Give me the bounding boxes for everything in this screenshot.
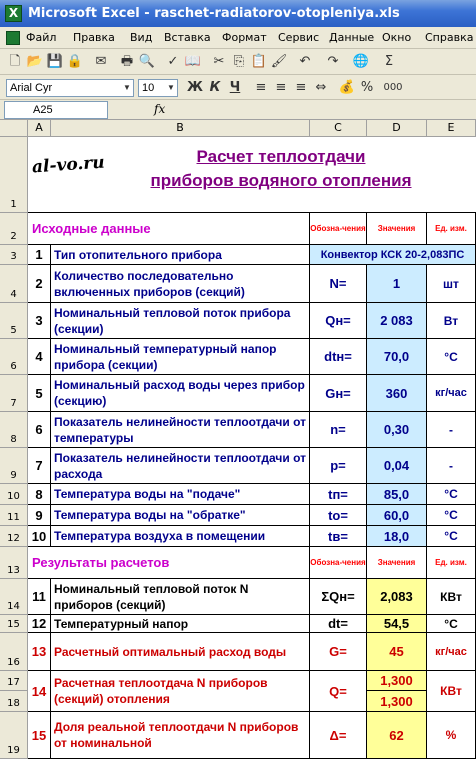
spelling-icon[interactable]: ✓ <box>167 54 179 69</box>
result-symbol[interactable]: dt= <box>310 615 367 633</box>
result-unit[interactable]: кг/час <box>427 633 476 671</box>
page-title <box>116 145 446 193</box>
result-value[interactable]: 62 <box>367 712 427 759</box>
row-header[interactable]: 10 <box>0 484 28 505</box>
bold-button[interactable]: Ж <box>187 80 203 95</box>
undo-icon[interactable]: ↶ <box>299 54 311 69</box>
row-number-cell[interactable]: 10 <box>28 526 51 547</box>
param-unit[interactable]: °C <box>427 339 476 375</box>
row-header[interactable]: 19 <box>0 712 28 759</box>
row-number-cell[interactable]: 6 <box>28 412 51 448</box>
result-value[interactable]: 45 <box>367 633 427 671</box>
result-description[interactable]: Расчетная теплоотдача N приборов (секций) отопления <box>51 671 310 712</box>
row-number-cell[interactable]: 15 <box>28 712 51 759</box>
result-symbol[interactable]: Δ= <box>310 712 367 759</box>
param-description[interactable]: Температура воды на "обратке" <box>51 505 310 526</box>
redo-icon[interactable]: ↷ <box>327 54 339 69</box>
menu-bar <box>0 27 476 49</box>
param-symbol[interactable]: N= <box>310 265 367 303</box>
result-symbol[interactable]: ΣQн= <box>310 579 367 615</box>
permission-icon[interactable]: 🔒 <box>66 54 84 69</box>
title-area[interactable] <box>28 137 476 213</box>
row-header[interactable]: 6 <box>0 339 28 375</box>
param-unit[interactable]: Вт <box>427 303 476 339</box>
thousands-button[interactable]: 000 <box>383 82 403 93</box>
param-value[interactable]: 18,0 <box>367 526 427 547</box>
param-description[interactable]: Температура воды на "подаче" <box>51 484 310 505</box>
select-all-corner[interactable] <box>0 120 28 137</box>
window-title: Microsoft Excel - raschet-radiatorov-otopleniya.xls <box>28 6 400 21</box>
italic-button[interactable]: К <box>209 80 221 95</box>
param-value[interactable]: 0,30 <box>367 412 427 448</box>
header-symbol[interactable]: Обозна-чения <box>310 213 367 245</box>
result-unit[interactable]: КВт <box>427 671 476 712</box>
row-number-cell[interactable]: 5 <box>28 375 51 412</box>
row-header[interactable]: 17 <box>0 671 28 691</box>
result-description[interactable]: Расчетный оптимальный расход воды <box>51 633 310 671</box>
formula-bar <box>0 100 476 120</box>
row-header[interactable]: 12 <box>0 526 28 547</box>
currency-icon[interactable]: 💰 <box>338 80 356 95</box>
research-icon[interactable]: 📖 <box>184 54 202 69</box>
cut-icon[interactable]: ✂ <box>213 54 225 69</box>
header-value[interactable]: Значения <box>367 547 427 579</box>
result-unit[interactable]: % <box>427 712 476 759</box>
param-unit[interactable]: кг/час <box>427 375 476 412</box>
param-description[interactable]: Показатель нелинейности теплоотдачи от расхода <box>51 448 310 484</box>
param-description[interactable]: Номинальный температурный напор прибора (секции) <box>51 339 310 375</box>
row-number-cell[interactable]: 2 <box>28 265 51 303</box>
param-symbol[interactable]: Gн= <box>310 375 367 412</box>
param-description[interactable]: Номинальный тепловой поток прибора (секции) <box>51 303 310 339</box>
param-value[interactable]: 2 083 <box>367 303 427 339</box>
menu-insert[interactable]: Вставка <box>164 31 211 44</box>
param-unit[interactable]: °C <box>427 526 476 547</box>
column-header-a[interactable]: A <box>28 120 51 137</box>
param-symbol[interactable]: n= <box>310 412 367 448</box>
result-value[interactable]: 54,5 <box>367 615 427 633</box>
param-symbol[interactable]: tв= <box>310 526 367 547</box>
column-header-d[interactable]: D <box>367 120 427 137</box>
percent-button[interactable]: % <box>360 80 374 95</box>
param-value[interactable]: 360 <box>367 375 427 412</box>
name-box[interactable]: A25 <box>4 101 108 119</box>
section-header-results[interactable]: Результаты расчетов <box>28 547 310 579</box>
row-header[interactable]: 7 <box>0 375 28 412</box>
param-symbol[interactable]: p= <box>310 448 367 484</box>
param-description[interactable]: Количество последовательно включенных приборов (секций) <box>51 265 310 303</box>
hyperlink-icon[interactable]: 🌐 <box>352 54 370 69</box>
param-value[interactable]: 1 <box>367 265 427 303</box>
device-type-value[interactable]: Конвектор КСК 20-2,083ПС <box>310 245 476 265</box>
row-number-cell[interactable]: 4 <box>28 339 51 375</box>
param-symbol[interactable]: tп= <box>310 484 367 505</box>
row-header[interactable]: 14 <box>0 579 28 615</box>
param-unit[interactable]: °C <box>427 484 476 505</box>
underline-button[interactable]: Ч <box>229 80 241 95</box>
result-value-2[interactable]: 1,300 <box>367 691 427 712</box>
print-icon[interactable]: 🖶 <box>120 54 134 69</box>
menu-view[interactable]: Вид <box>130 31 153 44</box>
param-description[interactable]: Номинальный расход воды через прибор (секцию) <box>51 375 310 412</box>
result-symbol[interactable]: Q= <box>310 671 367 712</box>
email-icon[interactable]: ✉ <box>95 54 107 69</box>
param-description[interactable]: Тип отопительного прибора <box>51 245 310 265</box>
row-header[interactable]: 11 <box>0 505 28 526</box>
row-number-cell[interactable]: 3 <box>28 303 51 339</box>
row-header[interactable]: 18 <box>0 691 28 712</box>
row-header[interactable]: 2 <box>0 213 28 245</box>
new-icon[interactable]: 🗋 <box>9 54 21 69</box>
param-value[interactable]: 0,04 <box>367 448 427 484</box>
row-number-cell[interactable]: 13 <box>28 633 51 671</box>
row-header[interactable]: 4 <box>0 265 28 303</box>
param-unit[interactable]: шт <box>427 265 476 303</box>
autosum-icon[interactable]: Σ <box>384 54 394 69</box>
copy-icon[interactable]: ⎘ <box>233 54 245 69</box>
column-header-b[interactable]: B <box>51 120 310 137</box>
align-right-icon[interactable]: ≡ <box>295 80 307 95</box>
print-preview-icon[interactable]: 🔍 <box>138 54 156 69</box>
worksheet <box>0 120 476 759</box>
row-header[interactable]: 3 <box>0 245 28 265</box>
window-titlebar <box>0 0 476 27</box>
formatting-toolbar <box>0 75 476 100</box>
row-number-cell[interactable]: 8 <box>28 484 51 505</box>
param-value[interactable]: 70,0 <box>367 339 427 375</box>
row-number-cell[interactable]: 12 <box>28 615 51 633</box>
section-header-inputs[interactable]: Исходные данные <box>28 213 310 245</box>
menu-tools[interactable]: Сервис <box>278 31 320 44</box>
row-number-cell[interactable]: 11 <box>28 579 51 615</box>
param-symbol[interactable]: dtн= <box>310 339 367 375</box>
result-description[interactable]: Доля реальной теплоотдачи N приборов от номинальной <box>51 712 310 759</box>
row-header[interactable]: 1 <box>0 137 28 213</box>
menu-window[interactable]: Окно <box>382 31 412 44</box>
menu-data[interactable]: Данные <box>329 31 375 44</box>
row-header[interactable]: 13 <box>0 547 28 579</box>
row-number-cell[interactable]: 1 <box>28 245 51 265</box>
param-description[interactable]: Показатель нелинейности теплоотдачи от температуры <box>51 412 310 448</box>
row-header[interactable]: 9 <box>0 448 28 484</box>
font-size-dropdown[interactable] <box>138 79 178 97</box>
menu-edit[interactable]: Правка <box>73 31 115 44</box>
page-title-line1: Расчет теплоотдачи <box>196 147 366 166</box>
param-value[interactable]: 85,0 <box>367 484 427 505</box>
page-title-line2: приборов водяного отопления <box>150 171 412 190</box>
row-number-cell[interactable]: 9 <box>28 505 51 526</box>
result-description[interactable]: Температурный напор <box>51 615 310 633</box>
menu-file[interactable]: Файл <box>26 31 57 44</box>
chevron-down-icon: ▼ <box>123 83 131 92</box>
param-symbol[interactable]: tо= <box>310 505 367 526</box>
row-number-cell[interactable]: 7 <box>28 448 51 484</box>
menu-format[interactable]: Формат <box>222 31 267 44</box>
chevron-down-icon: ▼ <box>167 83 175 92</box>
result-value[interactable]: 2,083 <box>367 579 427 615</box>
column-header-e[interactable]: E <box>427 120 476 137</box>
header-unit[interactable]: Ед. изм. <box>427 547 476 579</box>
result-unit[interactable]: °C <box>427 615 476 633</box>
param-unit[interactable]: - <box>427 448 476 484</box>
row-header[interactable]: 16 <box>0 633 28 671</box>
result-unit[interactable]: КВт <box>427 579 476 615</box>
row-header[interactable]: 8 <box>0 412 28 448</box>
row-number-cell[interactable]: 14 <box>28 671 51 712</box>
paste-icon[interactable]: 📋 <box>250 54 268 69</box>
header-unit[interactable]: Ед. изм. <box>427 213 476 245</box>
row-header[interactable]: 15 <box>0 615 28 633</box>
param-unit[interactable]: - <box>427 412 476 448</box>
open-icon[interactable]: 📂 <box>26 54 44 69</box>
font-name-dropdown[interactable] <box>6 79 134 97</box>
header-symbol[interactable]: Обозна-чения <box>310 547 367 579</box>
merge-center-icon[interactable]: ⇔ <box>315 80 327 95</box>
save-icon[interactable]: 💾 <box>46 54 64 69</box>
site-logo: al-vo.ru <box>31 152 106 178</box>
align-center-icon[interactable]: ≡ <box>275 80 287 95</box>
result-value[interactable]: 1,300 <box>367 671 427 691</box>
menu-help[interactable]: Справка <box>425 31 474 44</box>
workbook-icon[interactable] <box>6 31 20 45</box>
align-left-icon[interactable]: ≡ <box>255 80 267 95</box>
header-value[interactable]: Значения <box>367 213 427 245</box>
row-header[interactable]: 5 <box>0 303 28 339</box>
column-header-c[interactable]: C <box>310 120 367 137</box>
standard-toolbar <box>0 49 476 75</box>
excel-icon[interactable]: X <box>5 5 22 22</box>
result-symbol[interactable]: G= <box>310 633 367 671</box>
param-value[interactable]: 60,0 <box>367 505 427 526</box>
font-size-value: 10 <box>142 82 155 94</box>
format-painter-icon[interactable]: 🖌 <box>270 54 288 69</box>
fx-icon[interactable]: fx <box>154 102 166 116</box>
result-description[interactable]: Номинальный тепловой поток N приборов (секций) <box>51 579 310 615</box>
param-description[interactable]: Температура воздуха в помещении <box>51 526 310 547</box>
font-name-value: Arial Cyr <box>10 82 53 94</box>
param-unit[interactable]: °C <box>427 505 476 526</box>
param-symbol[interactable]: Qн= <box>310 303 367 339</box>
